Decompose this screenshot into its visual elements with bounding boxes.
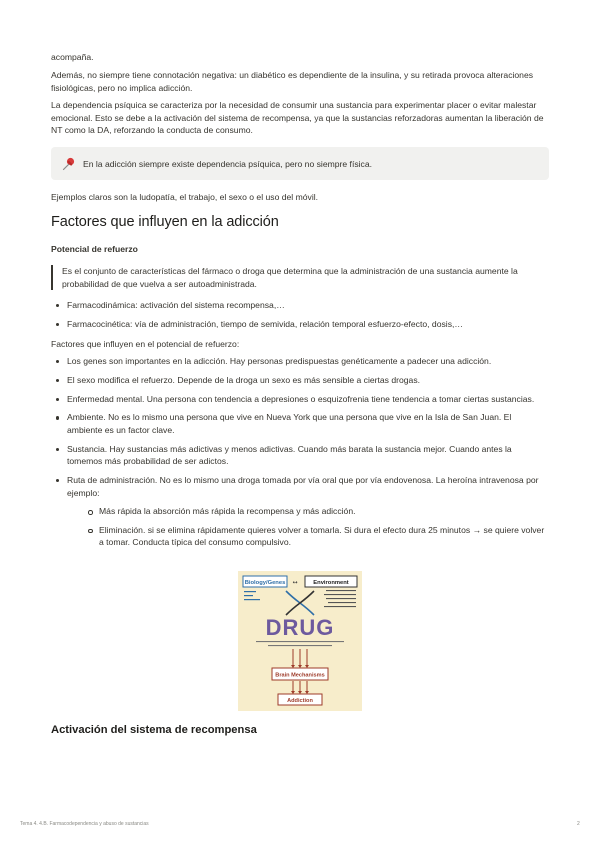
paragraph-connotacion: Además, no siempre tiene connotación negativa: un diabético es dependiente de la insulina, y su retirada provoca alteraciones fisiológicas, pero no implica adicción.: [51, 70, 534, 93]
list-item-ruta: [51, 474, 549, 549]
paragraph-ejemplos: Ejemplos claros son la ludopatía, el trabajo, el sexo o el uso del móvil.: [51, 192, 319, 202]
list-item-text: Ruta de administración. No es lo mismo una droga tomada por vía oral que por vía endovenosa. La heroína intravenosa por ejemplo:: [67, 475, 539, 498]
page-footer: Tema 4. 4.B. Farmacodependencia y abuso de sustancias: [20, 821, 149, 827]
section-heading-factores: Factores que influyen en la adicción: [51, 214, 279, 230]
drug-addiction-figure: [238, 571, 362, 711]
paragraph-factores-intro: Factores que influyen en el potencial de refuerzo:: [51, 339, 240, 349]
subheading-potencial-refuerzo: Potencial de refuerzo: [51, 244, 138, 254]
list-item: Sustancia. Hay sustancias más adictivas y menos adictivas. Cuando más barata la sustancia mejor. Cuando antes la tomemos más probabilidad de ser adictos.: [51, 443, 549, 468]
list-item: Enfermedad mental. Una persona con tendencia a depresiones o esquizofrenia tiene tendencia a tomar ciertas sustancias.: [51, 393, 549, 406]
figure-environment-label: Environment: [313, 580, 349, 587]
quote-text: Es el conjunto de características del fármaco o droga que determina que la administración de una sustancia aumente la probabilidad de que vuelva a ser autoadministrada.: [62, 266, 518, 289]
page-number: 2: [577, 821, 580, 827]
figure-addiction-label: Addiction: [287, 698, 313, 704]
list-item: Farmacodinámica: activación del sistema recompensa,…: [51, 299, 549, 312]
list-item: Farmacocinética: vía de administración, tiempo de semivida, relación temporal esfuerzo-efecto, dosis,…: [51, 318, 549, 331]
pushpin-icon: [61, 156, 77, 172]
svg-text:↔: ↔: [292, 579, 298, 586]
list-item: Ambiente. No es lo mismo una persona que vive en Nueva York que una persona que vive en la Isla de San Juan. El ambiente es un factor clave.: [51, 411, 549, 436]
paragraph-dependencia-psiquica: La dependencia psíquica se caracteriza por la necesidad de consumir una sustancia para experimentar placer o evitar malestar emocional. Esto se debe a la activación del sistema de recompensa, ya que la sustancias reforzadoras aumentan la liberación de NT como la DA, reforzando la conducta de consumo.: [51, 100, 544, 136]
figure-brain-label: Brain Mechanisms: [275, 672, 325, 679]
list-item: Los genes son importantes en la adicción. Hay personas predispuestas genéticamente a padecer una adicción.: [51, 355, 549, 368]
list-item: El sexo modifica el refuerzo. Depende de la droga un sexo es más sensible a ciertas drogas.: [51, 374, 549, 387]
section-heading-activacion: Activación del sistema de recompensa: [51, 724, 257, 736]
nested-list: [67, 505, 549, 549]
nested-list-item: Más rápida la absorción más rápida la recompensa y más adicción.: [83, 505, 549, 518]
bullet-list-farmaco: [51, 299, 549, 337]
figure-graphic: [238, 571, 362, 711]
quote-block: [51, 265, 549, 290]
callout-box: [51, 147, 549, 180]
figure-biology-label: Biology/Genes: [244, 580, 286, 587]
figure-drug-label: DRUG: [265, 615, 335, 640]
nested-list-item: Eliminación. si se elimina rápidamente quieres volver a tomarla. Si dura el efecto dura 25 minutos → se quiere volver a tomar. Conducta típica del consumo compulsivo.: [83, 524, 549, 549]
paragraph-acompana: acompaña.: [51, 52, 94, 62]
callout-text: En la adicción siempre existe dependencia psíquica, pero no siempre física.: [83, 158, 373, 169]
bullet-list-factores: [51, 355, 549, 555]
